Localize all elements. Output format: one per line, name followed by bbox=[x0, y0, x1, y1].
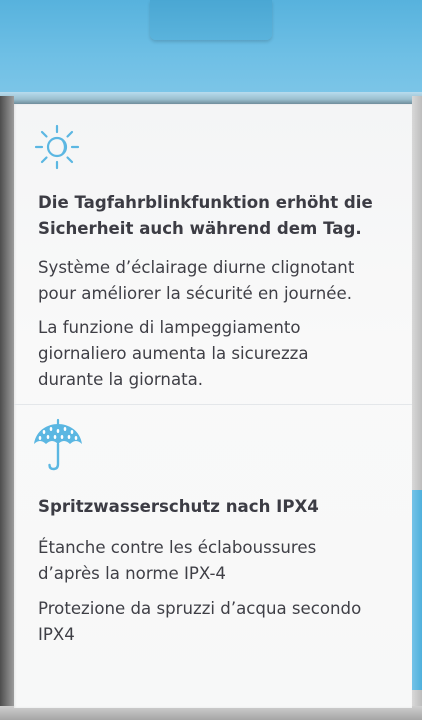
splash-text-it: Protezione da spruzzi d’acqua secondo IPX4 bbox=[38, 599, 362, 644]
splash-text-fr: Étanche contre les éclaboussures d’après la norme IPX-4 bbox=[38, 538, 317, 583]
daylight-text-fr: Système d’éclairage diurne clignotant pour améliorer la sécurité en journée. bbox=[38, 258, 355, 303]
box-lid-flap bbox=[150, 0, 272, 40]
section-divider bbox=[14, 404, 412, 405]
daylight-text-it: La funzione di lampeggiamento giornaliero aumenta la sicurezza durante la giornata. bbox=[38, 318, 309, 389]
box-left-side bbox=[0, 96, 14, 720]
box-lid-edge bbox=[0, 92, 422, 104]
daylight-text-de: Die Tagfahrblinkfunktion erhöht die Sicherheit auch während dem Tag. bbox=[38, 193, 373, 238]
splash-text-de: Spritzwasserschutz nach IPX4 bbox=[38, 497, 319, 516]
box-bottom-edge bbox=[0, 706, 422, 720]
umbrella-rain-icon bbox=[30, 418, 86, 472]
sun-icon bbox=[34, 124, 80, 170]
